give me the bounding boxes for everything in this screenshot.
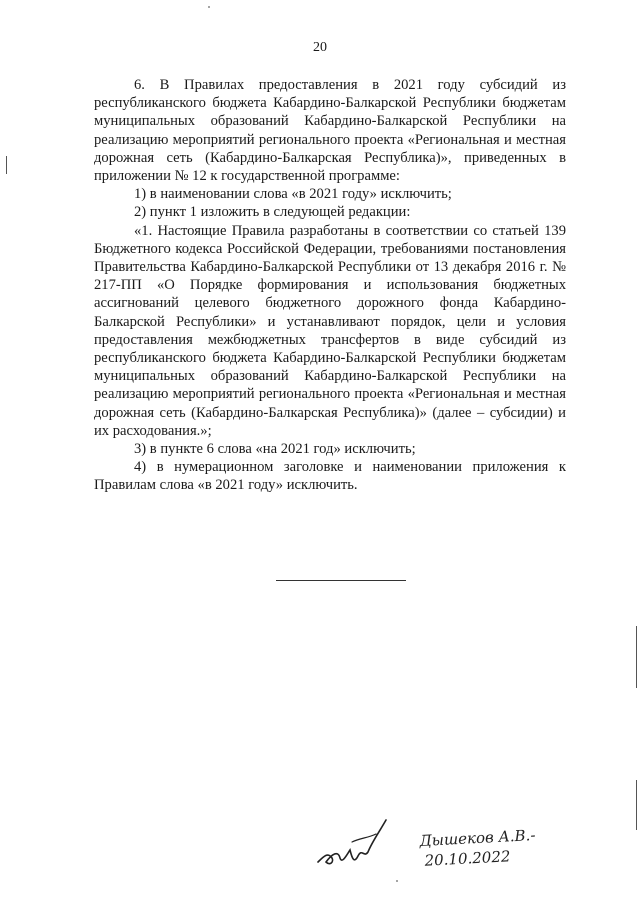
subitem-2: 2) пункт 1 изложить в следующей редакции: [134, 204, 411, 221]
handwritten-date: 20.10.2022 [424, 847, 511, 870]
scan-edge-mark [6, 156, 7, 174]
closing-divider [276, 580, 406, 581]
quoted-new-wording: «1. Настоящие Правила разработаны в соответствии со статьей 139 Бюджетного кодекса Российской Федерации, требованиями постановления Правительства Кабардино-Балкарской Республики от 13 декабря 2016 г. № 217-ПП «О Порядке формирования и использования бюджетных ассигнований целевого бюджетного дорожного фонда Кабардино-Балкарской Республики» и устанавливают порядок, цели и условия предоставления межбюджетных трансфертов в виде субсидий из республиканского бюджета Кабардино-Балкарской Республики бюджетам муниципальных образований Кабардино-Балкарской Республики на реализацию мероприятий регионального проекта «Региональная и местная дорожная сеть (Кабардино-Балкарская Республика)» (далее – субсидии) и их расходования.»; [94, 222, 566, 439]
paragraph-item-6: 6. В Правилах предоставления в 2021 году субсидий из республиканского бюджета Кабардино-Балкарской Республики бюджетам муниципальных образований Кабардино-Балкарской Республики на реализацию мероприятий регионального проекта «Региональная и местная дорожная сеть (Кабардино-Балкарская Республика)», приведенных в приложении № 12 к государственной программе: [94, 77, 566, 185]
scan-dot [396, 880, 398, 882]
scan-edge-mark [636, 780, 637, 830]
subitem-4: 4) в нумерационном заголовке и наименовании приложения к Правилам слова «в 2021 году» исключить. [94, 459, 566, 494]
scan-dot [208, 6, 210, 8]
subitem-1: 1) в наименовании слова «в 2021 году» исключить; [134, 186, 452, 203]
handwritten-annotation [419, 825, 537, 871]
document-body [94, 76, 566, 495]
handwritten-name: Дышеков А.В.- [419, 825, 536, 851]
scan-edge-mark [636, 626, 637, 688]
signature-mark [312, 812, 402, 872]
subitem-3: 3) в пункте 6 слова «на 2021 год» исключить; [134, 441, 416, 458]
page-number: 20 [313, 40, 327, 55]
